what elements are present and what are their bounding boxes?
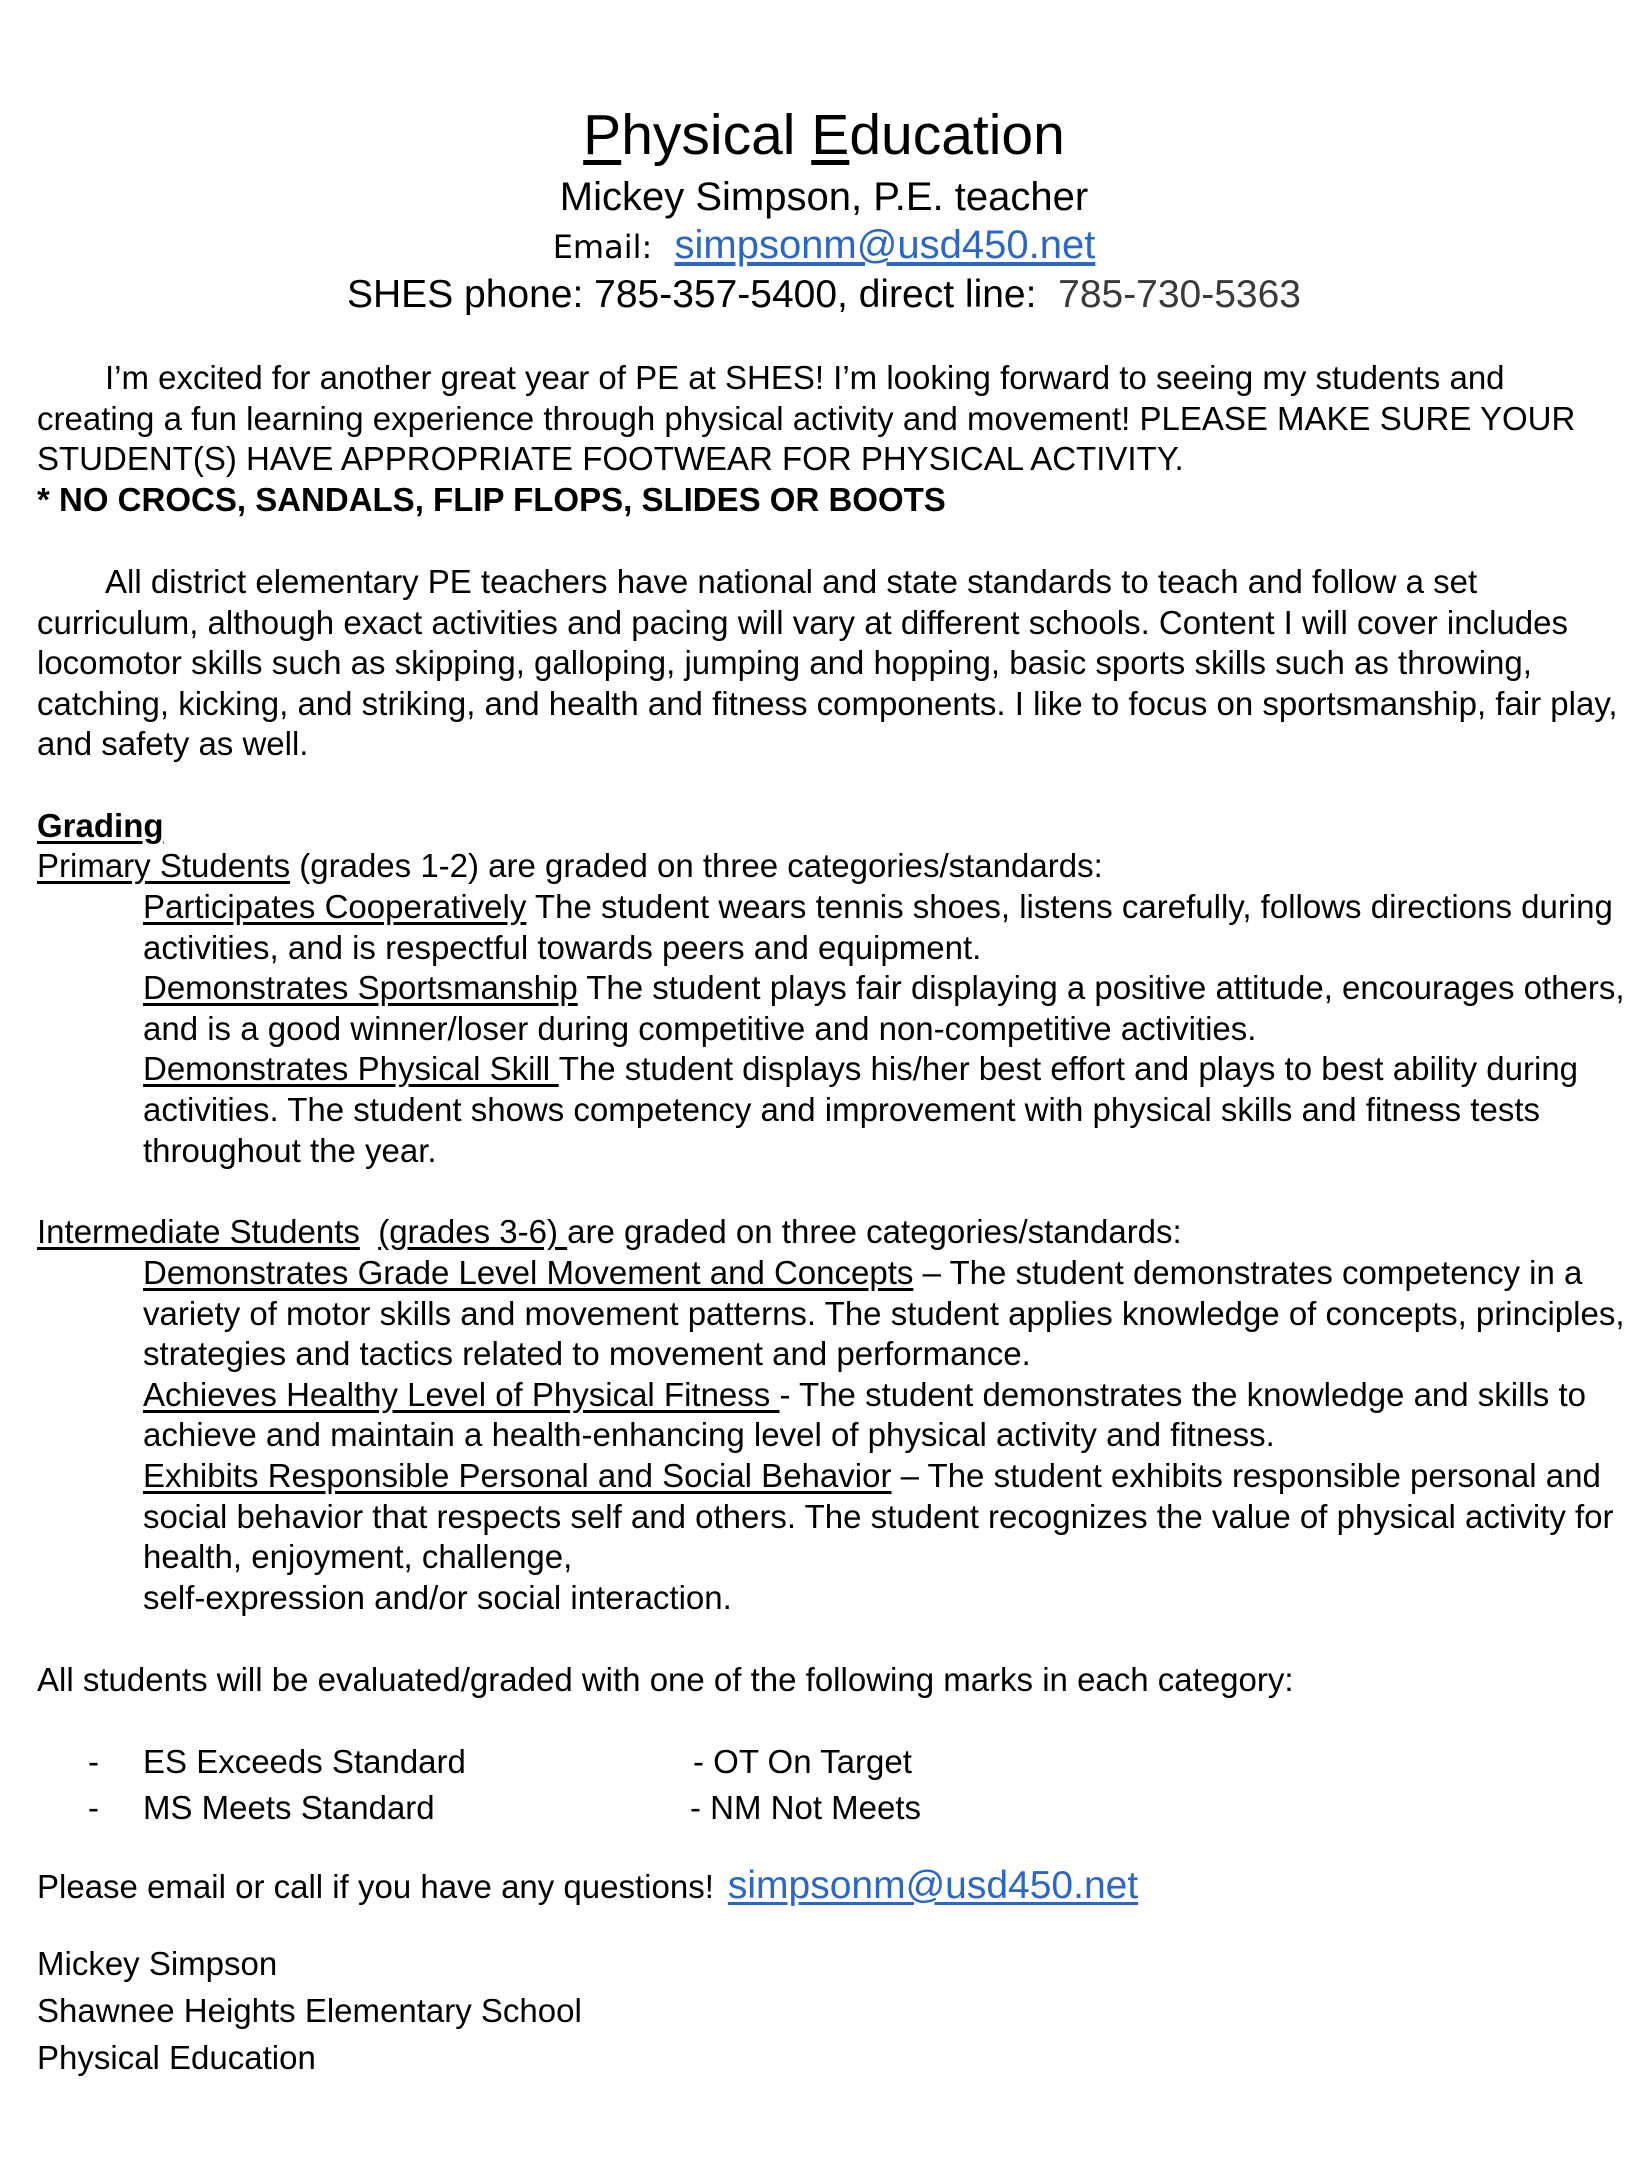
standard-name: Demonstrates Grade Level Movement and Concepts xyxy=(143,1254,914,1291)
title-part-1: hysical xyxy=(621,103,812,167)
evaluation-statement: All students will be evaluated/graded with one of the following marks in each category: xyxy=(37,1661,1294,1698)
email-label: Email: xyxy=(552,228,653,266)
primary-heading xyxy=(37,846,1103,887)
list-dash: - xyxy=(88,1743,99,1780)
standard-name: Demonstrates Physical Skill xyxy=(143,1050,559,1088)
mark-nm: - NM Not Meets xyxy=(690,1789,922,1826)
list-item xyxy=(143,1456,1629,1618)
standard-description: – The student exhibits responsible personal and social behavior that respects self and others. The student recognizes the value of physical activity for health, enjoyment, challenge, xyxy=(143,1456,1614,1576)
primary-description: (grades 1-2) are graded on three categories/standards: xyxy=(290,847,1103,884)
grading-heading: Grading xyxy=(37,807,164,844)
mark-ms: MS Meets Standard xyxy=(143,1789,435,1826)
standard-name: Exhibits Responsible Personal and Social Behavior xyxy=(143,1456,892,1494)
title-initial-p: P xyxy=(583,103,622,167)
header-email-link[interactable]: simpsonm@usd450.net xyxy=(674,223,1096,267)
standard-name: Demonstrates Sportsmanship xyxy=(143,969,578,1007)
curriculum-text: All district elementary PE teachers have national and state standards to teach and follow a set curriculum, although exact activities and pacing will vary at different schools. Content I will cover includes locomotor skills such as skipping, galloping, jumping and hopping, basic sports skills such as throwing, catching, kicking, and striking, and health and fitness components. I like to focus on sportsmanship, fair play, and safety as well. xyxy=(37,563,1618,763)
list-item xyxy=(143,887,1629,968)
curriculum-paragraph xyxy=(37,562,1623,765)
page-title xyxy=(0,100,1648,170)
standard-description: The student wears tennis shoes, listens carefully, follows directions during activities, and is respectful towards peers and equipment. xyxy=(143,888,1613,966)
primary-label: Primary Students xyxy=(37,847,291,884)
standard-name: Achieves Healthy Level of Physical Fitness xyxy=(143,1375,780,1413)
list-item xyxy=(143,1253,1629,1375)
standard-description: The student displays his/her best effort and plays to best ability during activities. The student shows competency and improvement with physical skills and fitness tests throughout the year. xyxy=(143,1050,1579,1169)
contact-text: Please email or call if you have any questions! xyxy=(37,1868,714,1905)
standard-description: - The student demonstrates the knowledge and skills to achieve and maintain a health-enhancing level of physical activity and fitness. xyxy=(143,1375,1586,1454)
list-item xyxy=(143,968,1629,1049)
list-dash: - xyxy=(88,1789,99,1826)
phone-line xyxy=(0,270,1648,320)
mark-es: ES Exceeds Standard xyxy=(143,1743,466,1780)
footwear-warning: * NO CROCS, SANDALS, FLIP FLOPS, SLIDES OR BOOTS xyxy=(37,480,946,518)
teacher-subtitle: Mickey Simpson, P.E. teacher xyxy=(559,175,1089,219)
intermediate-description: are graded on three categories/standards: xyxy=(567,1213,1182,1250)
signature-department: Physical Education xyxy=(37,2039,316,2076)
title-part-2: ducation xyxy=(849,103,1065,167)
intermediate-standards-list xyxy=(143,1253,1629,1618)
list-item xyxy=(143,1375,1629,1456)
list-item xyxy=(143,1049,1629,1171)
direct-line-number: 785-730-5363 xyxy=(1058,273,1301,316)
standard-description: The student plays fair displaying a positive attitude, encourages others, and is a good winner/loser during competitive and non-competitive activities. xyxy=(143,969,1625,1047)
standard-description: – The student demonstrates competency in a variety of motor skills and movement patterns. The student applies knowledge of concepts, principles, strategies and tactics related to movement and performance. xyxy=(143,1254,1625,1373)
contact-line xyxy=(37,1862,1138,1911)
intermediate-label: Intermediate Students xyxy=(37,1213,360,1250)
intro-text: I’m excited for another great year of PE at SHES! I’m looking forward to seeing my students and creating a fun learning experience through physical activity and movement! PLEASE MAKE SURE YOUR STUDENT(S) HAVE APPROPRIATE FOOTWEAR FOR PHYSICAL ACTIVITY. xyxy=(37,359,1576,478)
signature-school: Shawnee Heights Elementary School xyxy=(37,1992,582,2029)
intermediate-grades: (grades 3-6) xyxy=(378,1213,568,1250)
signature-name: Mickey Simpson xyxy=(37,1945,278,1982)
email-line xyxy=(0,220,1648,272)
intermediate-gap xyxy=(360,1213,378,1250)
primary-standards-list xyxy=(143,887,1629,1171)
mark-ot: - OT On Target xyxy=(693,1743,912,1780)
contact-email-link[interactable]: simpsonm@usd450.net xyxy=(727,1864,1139,1907)
standard-name: Participates Cooperatively xyxy=(143,888,527,925)
intermediate-heading xyxy=(37,1212,1182,1253)
intro-paragraph xyxy=(37,358,1623,520)
phone-label: SHES phone: 785-357-5400, direct line: xyxy=(347,273,1037,316)
title-initial-e: E xyxy=(811,103,850,167)
standard-description-continued: self-expression and/or social interaction. xyxy=(143,1578,732,1616)
